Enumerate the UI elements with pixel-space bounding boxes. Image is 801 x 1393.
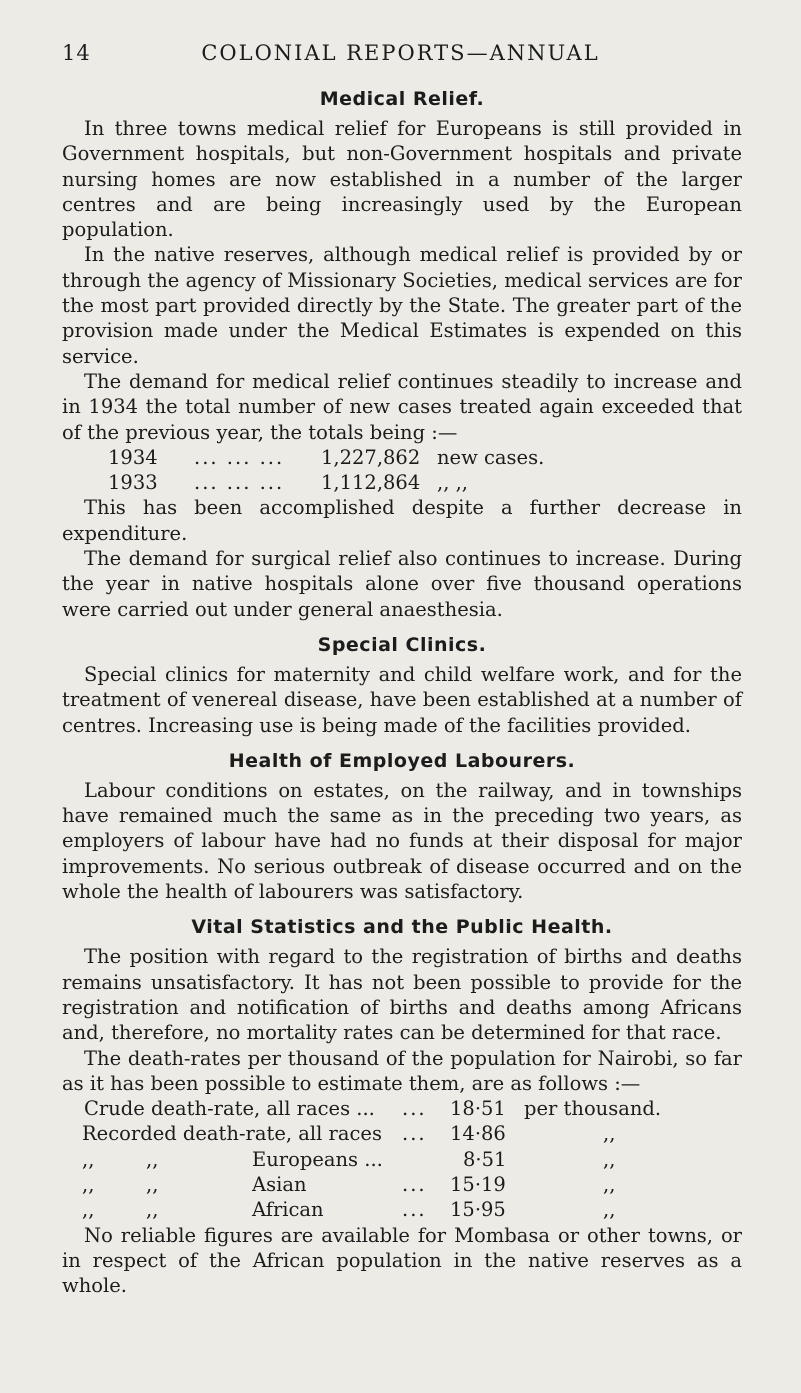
ditto-mark: ,, [146, 1147, 159, 1171]
ditto-mark: ,, [82, 1172, 95, 1196]
year: 1933 [108, 471, 158, 495]
paragraph: Special clinics for maternity and child welfare work, and for the treatment of venereal disease, have been established at a number of centres. Increasing use is being made of the facilities provided. [62, 662, 742, 737]
paragraph: The death-rates per thousand of the population for Nairobi, so far as it has been possible to estimate them, are as follows :— [62, 1046, 742, 1095]
paragraph: In three towns medical relief for Europeans is still provided in Government hospitals, but non-Government hospitals and private nursing homes are now established in a number of the larger centres and are being increasingly used by the European population. [62, 117, 742, 242]
leader-dots: ... ... ... [194, 445, 285, 469]
paragraph: No reliable figures are available for Mombasa or other towns, or in respect of the African population in the native reserves as a whole. [62, 1223, 742, 1298]
ditto-mark: ,, [82, 1198, 95, 1222]
paragraph: This has been accomplished despite a further decrease in expenditure. [62, 496, 742, 545]
paragraph: In the native reserves, although medical relief is provided by or through the agency of Missionary Societies, medical services are for the most part provided directly by the State. The greater part of the provision made under the Medical Estimates is expended on this service. [62, 243, 742, 368]
rate-value: 15·95 [450, 1198, 506, 1222]
leader-dots: ... [402, 1122, 427, 1146]
ditto-mark: ,, [603, 1147, 616, 1171]
section-medical-relief [62, 82, 742, 622]
death-rate-row [62, 1197, 742, 1222]
case-count: 1,112,864 [321, 471, 421, 495]
rate-label: Europeans ... [252, 1147, 383, 1171]
ditto-mark: ,, [603, 1122, 616, 1146]
rate-value: 18·51 [450, 1097, 506, 1121]
rate-label: African [252, 1198, 324, 1222]
section-heading: Health of Employed Labourers. [228, 749, 576, 772]
leader-dots: ... ... ... [194, 471, 285, 495]
death-rate-row [62, 1121, 742, 1146]
running-header [62, 41, 739, 71]
rate-unit: per thousand. [524, 1097, 662, 1121]
paragraph: Labour conditions on estates, on the railway, and in townships have remained much the same as in the preceding two years, as employers of labour have had no funds at their disposal for major improvements. No serious outbreak of disease occurred and on the whole the health of labourers was satisfactory. [62, 778, 742, 904]
rate-label: Asian [252, 1172, 307, 1196]
paragraph: The demand for medical relief continues steadily to increase and in 1934 the total number of new cases treated again exceeded that of the previous year, the totals being :— [62, 369, 742, 444]
leader-dots: ... [402, 1097, 427, 1121]
ditto-mark: ,, [82, 1147, 95, 1171]
year: 1934 [108, 445, 158, 469]
section-heading: Special Clinics. [317, 633, 487, 656]
case-unit: ,, ,, [437, 471, 468, 495]
death-rate-row [62, 1147, 742, 1172]
paragraph: The demand for surgical relief also continues to increase. During the year in native hospitals alone over five thousand operations were carried out under general anaesthesia. [62, 547, 742, 621]
death-rate-row [62, 1172, 742, 1197]
rate-value: 15·19 [450, 1172, 506, 1196]
ditto-mark: ,, [146, 1172, 159, 1196]
cases-row [62, 445, 742, 470]
case-count: 1,227,862 [321, 445, 421, 469]
rate-value: 14·86 [450, 1122, 506, 1146]
paragraph: The position with regard to the registration of births and deaths remains unsatisfactory. It has not been possible to provide for the registration and notification of births and deaths among Africans and, therefore, no mortality rates can be determined for that race. [62, 945, 742, 1045]
ditto-mark: ,, [146, 1198, 159, 1222]
leader-dots: ... [402, 1172, 427, 1196]
death-rate-row [62, 1096, 742, 1121]
section-vital-statistics [62, 910, 742, 1298]
cases-row [62, 470, 742, 495]
leader-dots: ... [402, 1198, 427, 1222]
rate-value: 8·51 [463, 1147, 507, 1171]
ditto-mark: ,, [603, 1198, 616, 1222]
case-unit: new cases. [437, 445, 545, 469]
ditto-mark: ,, [603, 1172, 616, 1196]
death-rate-table [62, 1096, 742, 1222]
section-heading: Vital Statistics and the Public Health. [191, 916, 613, 939]
section-heading: Medical Relief. [319, 88, 485, 110]
section-labourers [62, 744, 742, 904]
page-content [62, 82, 742, 1298]
running-title: COLONIAL REPORTS—ANNUAL [201, 41, 600, 65]
rate-label: Crude death-rate, all races ... [84, 1097, 375, 1121]
page-number: 14 [62, 41, 91, 65]
section-special-clinics [62, 628, 742, 738]
rate-label: Recorded death-rate, all races [82, 1122, 382, 1146]
cases-table [62, 445, 742, 496]
